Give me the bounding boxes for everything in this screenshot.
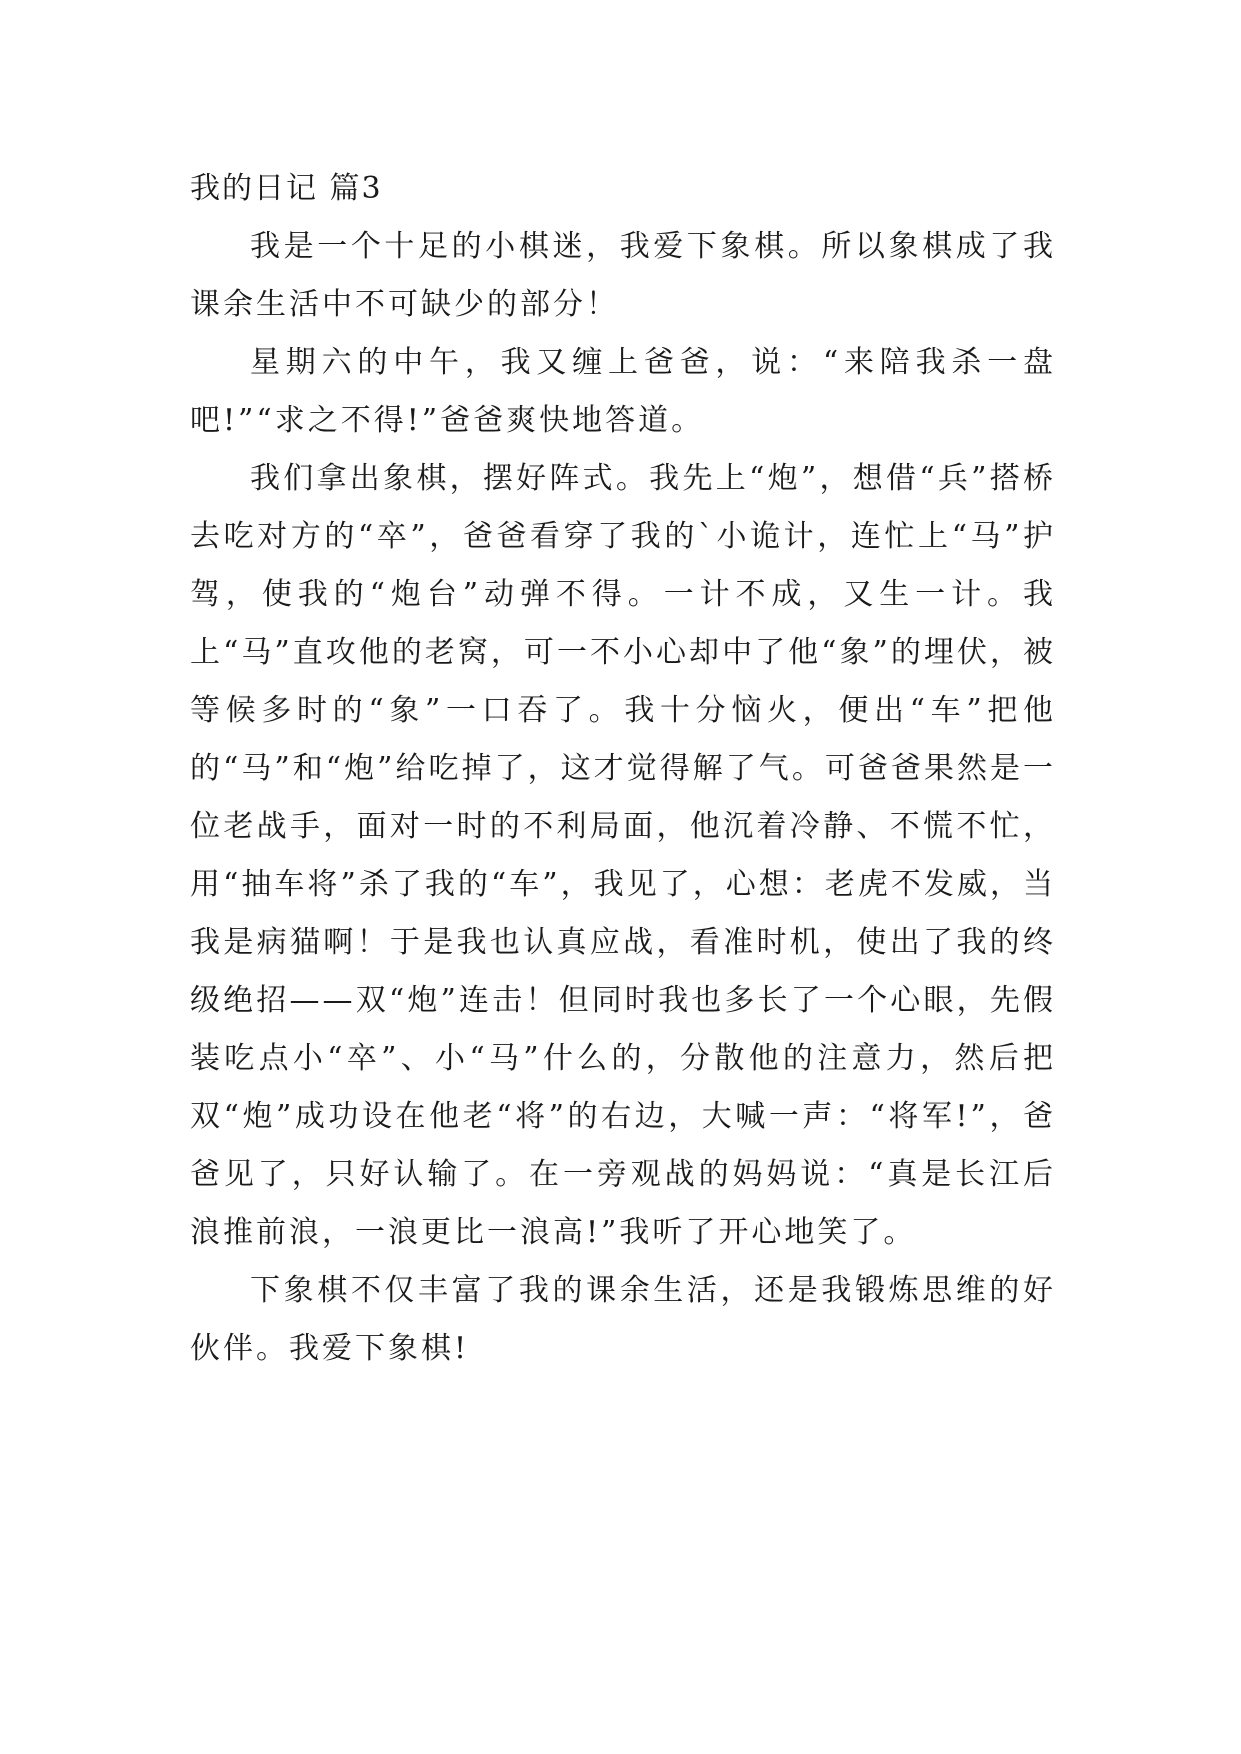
- document-body: [190, 160, 1056, 1378]
- paragraph-4: 下象棋不仅丰富了我的课余生活，还是我锻炼思维的好伙伴。我爱下象棋!: [190, 1273, 1056, 1366]
- document-title: 我的日记 篇3: [190, 171, 383, 206]
- paragraph-3: 我们拿出象棋，摆好阵式。我先上“炮”，想借“兵”搭桥去吃对方的“卒”，爸爸看穿了我的`小诡计，连忙上“马”护驾，使我的“炮台”动弹不得。一计不成，又生一计。我上“马”直攻他的老窝，可一不小心却中了他“象”的埋伏，被等候多时的“象”一口吞了。我十分恼火，便出“车”把他的“马”和“炮”给吃掉了，这才觉得解了气。可爸爸果然是一位老战手，面对一时的不利局面，他沉着冷静、不慌不忙，用“抽车将”杀了我的“车”，我见了，心想：老虎不发威，当我是病猫啊！于是我也认真应战，看准时机，使出了我的终级绝招——双“炮”连击！但同时我也多长了一个心眼，先假装吃点小“卒”、小“马”什么的，分散他的注意力，然后把双“炮”成功设在他老“将”的右边，大喊一声：“将军!”，爸爸见了，只好认输了。在一旁观战的妈妈说：“真是长江后浪推前浪，一浪更比一浪高!”我听了开心地笑了。: [190, 461, 1056, 1250]
- paragraph-1: 我是一个十足的小棋迷，我爱下象棋。所以象棋成了我课余生活中不可缺少的部分！: [190, 229, 1056, 322]
- paragraph-2: 星期六的中午，我又缠上爸爸，说：“来陪我杀一盘吧!”“求之不得!”爸爸爽快地答道。: [190, 345, 1056, 438]
